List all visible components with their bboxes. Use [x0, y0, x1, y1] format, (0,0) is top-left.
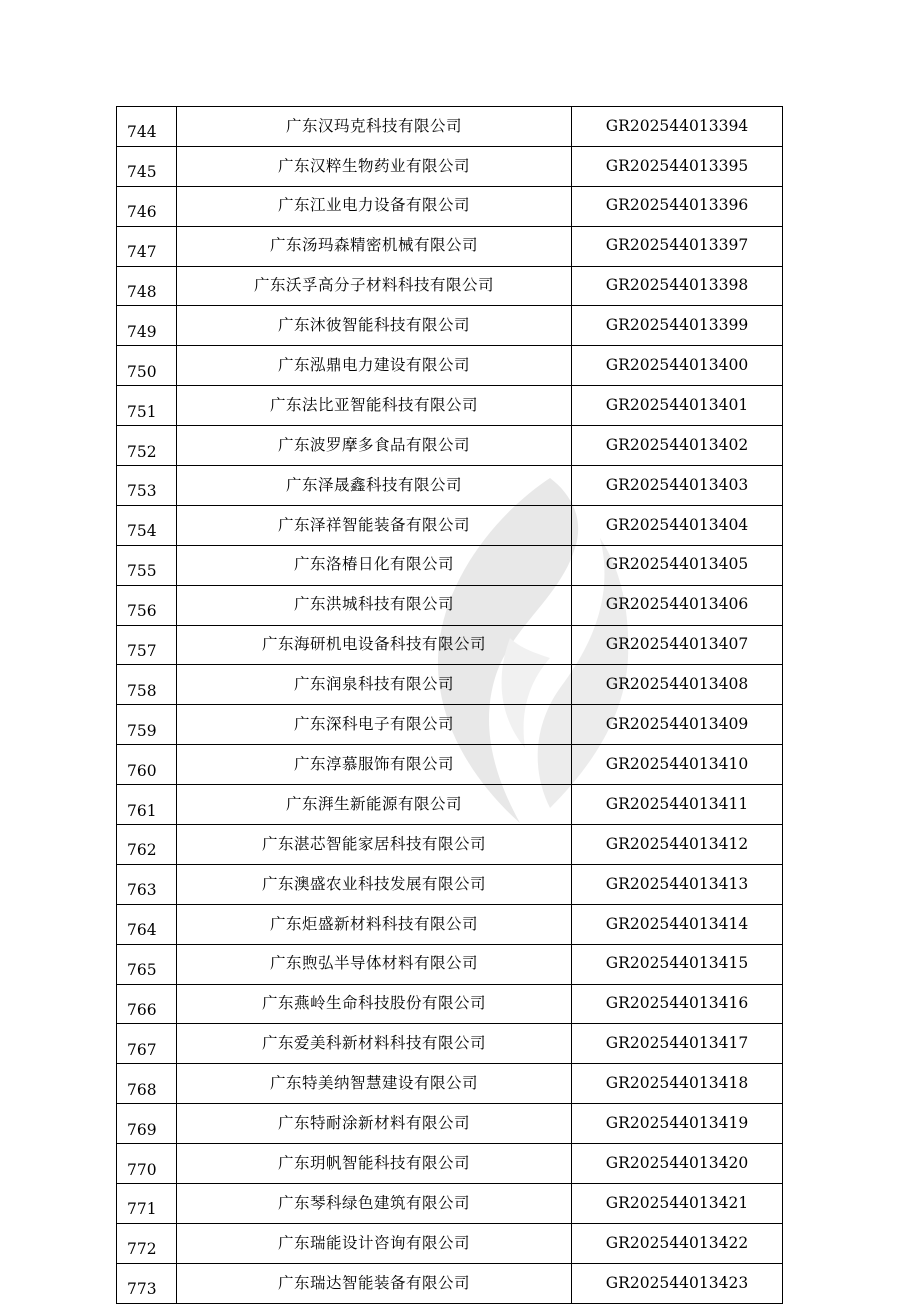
- company-name-cell: 广东汉玛克科技有限公司: [177, 107, 572, 147]
- table-row: [117, 944, 783, 984]
- table-row: [117, 1144, 783, 1184]
- table-row: [117, 386, 783, 426]
- company-name-cell: 广东爱美科新材料科技有限公司: [177, 1024, 572, 1064]
- row-number-cell: 768: [117, 1064, 177, 1104]
- certificate-code-cell: GR202544013415: [572, 944, 783, 984]
- certificate-code-cell: GR202544013397: [572, 226, 783, 266]
- certificate-code-cell: GR202544013418: [572, 1064, 783, 1104]
- certificate-code-cell: GR202544013395: [572, 146, 783, 186]
- row-number-cell: 760: [117, 745, 177, 785]
- row-number-cell: 752: [117, 426, 177, 466]
- certificate-code-cell: GR202544013406: [572, 585, 783, 625]
- row-number-cell: 766: [117, 984, 177, 1024]
- table-row: [117, 306, 783, 346]
- certificate-code-cell: GR202544013422: [572, 1223, 783, 1263]
- certificate-code-cell: GR202544013414: [572, 904, 783, 944]
- row-number-cell: 750: [117, 346, 177, 386]
- table-row: [117, 426, 783, 466]
- row-number-cell: 761: [117, 785, 177, 825]
- table-row: [117, 825, 783, 865]
- company-name-cell: 广东法比亚智能科技有限公司: [177, 386, 572, 426]
- company-name-cell: 广东瑞能设计咨询有限公司: [177, 1223, 572, 1263]
- company-name-cell: 广东汤玛森精密机械有限公司: [177, 226, 572, 266]
- company-name-cell: 广东炬盛新材料科技有限公司: [177, 904, 572, 944]
- table-row: [117, 1263, 783, 1303]
- table-row: [117, 346, 783, 386]
- certificate-code-cell: GR202544013402: [572, 426, 783, 466]
- table-row: [117, 1223, 783, 1263]
- row-number-cell: 754: [117, 505, 177, 545]
- table-row: [117, 904, 783, 944]
- row-number-cell: 763: [117, 864, 177, 904]
- company-name-cell: 广东江业电力设备有限公司: [177, 186, 572, 226]
- certificate-code-cell: GR202544013413: [572, 864, 783, 904]
- certificate-code-cell: GR202544013423: [572, 1263, 783, 1303]
- row-number-cell: 769: [117, 1104, 177, 1144]
- certificate-code-cell: GR202544013416: [572, 984, 783, 1024]
- row-number-cell: 765: [117, 944, 177, 984]
- certificate-code-cell: GR202544013420: [572, 1144, 783, 1184]
- certificate-code-cell: GR202544013401: [572, 386, 783, 426]
- certificate-code-cell: GR202544013411: [572, 785, 783, 825]
- certificate-code-cell: GR202544013412: [572, 825, 783, 865]
- table-row: [117, 1104, 783, 1144]
- row-number-cell: 773: [117, 1263, 177, 1303]
- certificate-code-cell: GR202544013417: [572, 1024, 783, 1064]
- company-name-cell: 广东瑞达智能装备有限公司: [177, 1263, 572, 1303]
- row-number-cell: 753: [117, 466, 177, 506]
- company-name-cell: 广东特美纳智慧建设有限公司: [177, 1064, 572, 1104]
- table-row: [117, 585, 783, 625]
- table-row: [117, 625, 783, 665]
- row-number-cell: 762: [117, 825, 177, 865]
- certificate-code-cell: GR202544013404: [572, 505, 783, 545]
- row-number-cell: 746: [117, 186, 177, 226]
- table-row: [117, 545, 783, 585]
- company-table-body: [117, 107, 783, 1304]
- company-name-cell: 广东湃生新能源有限公司: [177, 785, 572, 825]
- row-number-cell: 749: [117, 306, 177, 346]
- company-name-cell: 广东特耐涂新材料有限公司: [177, 1104, 572, 1144]
- row-number-cell: 767: [117, 1024, 177, 1064]
- company-name-cell: 广东海研机电设备科技有限公司: [177, 625, 572, 665]
- company-table: [116, 106, 783, 1304]
- row-number-cell: 764: [117, 904, 177, 944]
- company-name-cell: 广东深科电子有限公司: [177, 705, 572, 745]
- certificate-code-cell: GR202544013399: [572, 306, 783, 346]
- row-number-cell: 759: [117, 705, 177, 745]
- row-number-cell: 751: [117, 386, 177, 426]
- table-row: [117, 705, 783, 745]
- company-name-cell: 广东波罗摩多食品有限公司: [177, 426, 572, 466]
- certificate-code-cell: GR202544013408: [572, 665, 783, 705]
- certificate-code-cell: GR202544013400: [572, 346, 783, 386]
- company-name-cell: 广东沐彼智能科技有限公司: [177, 306, 572, 346]
- company-name-cell: 广东燕岭生命科技股份有限公司: [177, 984, 572, 1024]
- company-name-cell: 广东湛芯智能家居科技有限公司: [177, 825, 572, 865]
- certificate-code-cell: GR202544013396: [572, 186, 783, 226]
- company-name-cell: 广东泓鼎电力建设有限公司: [177, 346, 572, 386]
- table-row: [117, 505, 783, 545]
- company-name-cell: 广东玥帆智能科技有限公司: [177, 1144, 572, 1184]
- row-number-cell: 771: [117, 1184, 177, 1224]
- certificate-code-cell: GR202544013403: [572, 466, 783, 506]
- company-name-cell: 广东汉粹生物药业有限公司: [177, 146, 572, 186]
- row-number-cell: 755: [117, 545, 177, 585]
- row-number-cell: 745: [117, 146, 177, 186]
- table-row: [117, 745, 783, 785]
- row-number-cell: 747: [117, 226, 177, 266]
- company-name-cell: 广东淳慕服饰有限公司: [177, 745, 572, 785]
- certificate-code-cell: GR202544013419: [572, 1104, 783, 1144]
- table-row: [117, 984, 783, 1024]
- company-name-cell: 广东泽晟鑫科技有限公司: [177, 466, 572, 506]
- company-name-cell: 广东洪城科技有限公司: [177, 585, 572, 625]
- table-row: [117, 186, 783, 226]
- company-name-cell: 广东泽祥智能装备有限公司: [177, 505, 572, 545]
- table-row: [117, 864, 783, 904]
- company-name-cell: 广东润泉科技有限公司: [177, 665, 572, 705]
- company-name-cell: 广东洛椿日化有限公司: [177, 545, 572, 585]
- certificate-code-cell: GR202544013407: [572, 625, 783, 665]
- table-row: [117, 785, 783, 825]
- certificate-code-cell: GR202544013405: [572, 545, 783, 585]
- certificate-code-cell: GR202544013398: [572, 266, 783, 306]
- company-name-cell: 广东琴科绿色建筑有限公司: [177, 1184, 572, 1224]
- table-row: [117, 1064, 783, 1104]
- row-number-cell: 756: [117, 585, 177, 625]
- company-name-cell: 广东澳盛农业科技发展有限公司: [177, 864, 572, 904]
- row-number-cell: 772: [117, 1223, 177, 1263]
- row-number-cell: 748: [117, 266, 177, 306]
- table-row: [117, 1184, 783, 1224]
- table-row: [117, 146, 783, 186]
- row-number-cell: 757: [117, 625, 177, 665]
- table-row: [117, 665, 783, 705]
- table-row: [117, 226, 783, 266]
- company-name-cell: 广东煦弘半导体材料有限公司: [177, 944, 572, 984]
- row-number-cell: 758: [117, 665, 177, 705]
- company-name-cell: 广东沃孚高分子材料科技有限公司: [177, 266, 572, 306]
- table-row: [117, 266, 783, 306]
- table-row: [117, 107, 783, 147]
- table-row: [117, 466, 783, 506]
- certificate-code-cell: GR202544013410: [572, 745, 783, 785]
- certificate-code-cell: GR202544013421: [572, 1184, 783, 1224]
- row-number-cell: 744: [117, 107, 177, 147]
- row-number-cell: 770: [117, 1144, 177, 1184]
- certificate-code-cell: GR202544013394: [572, 107, 783, 147]
- certificate-code-cell: GR202544013409: [572, 705, 783, 745]
- table-row: [117, 1024, 783, 1064]
